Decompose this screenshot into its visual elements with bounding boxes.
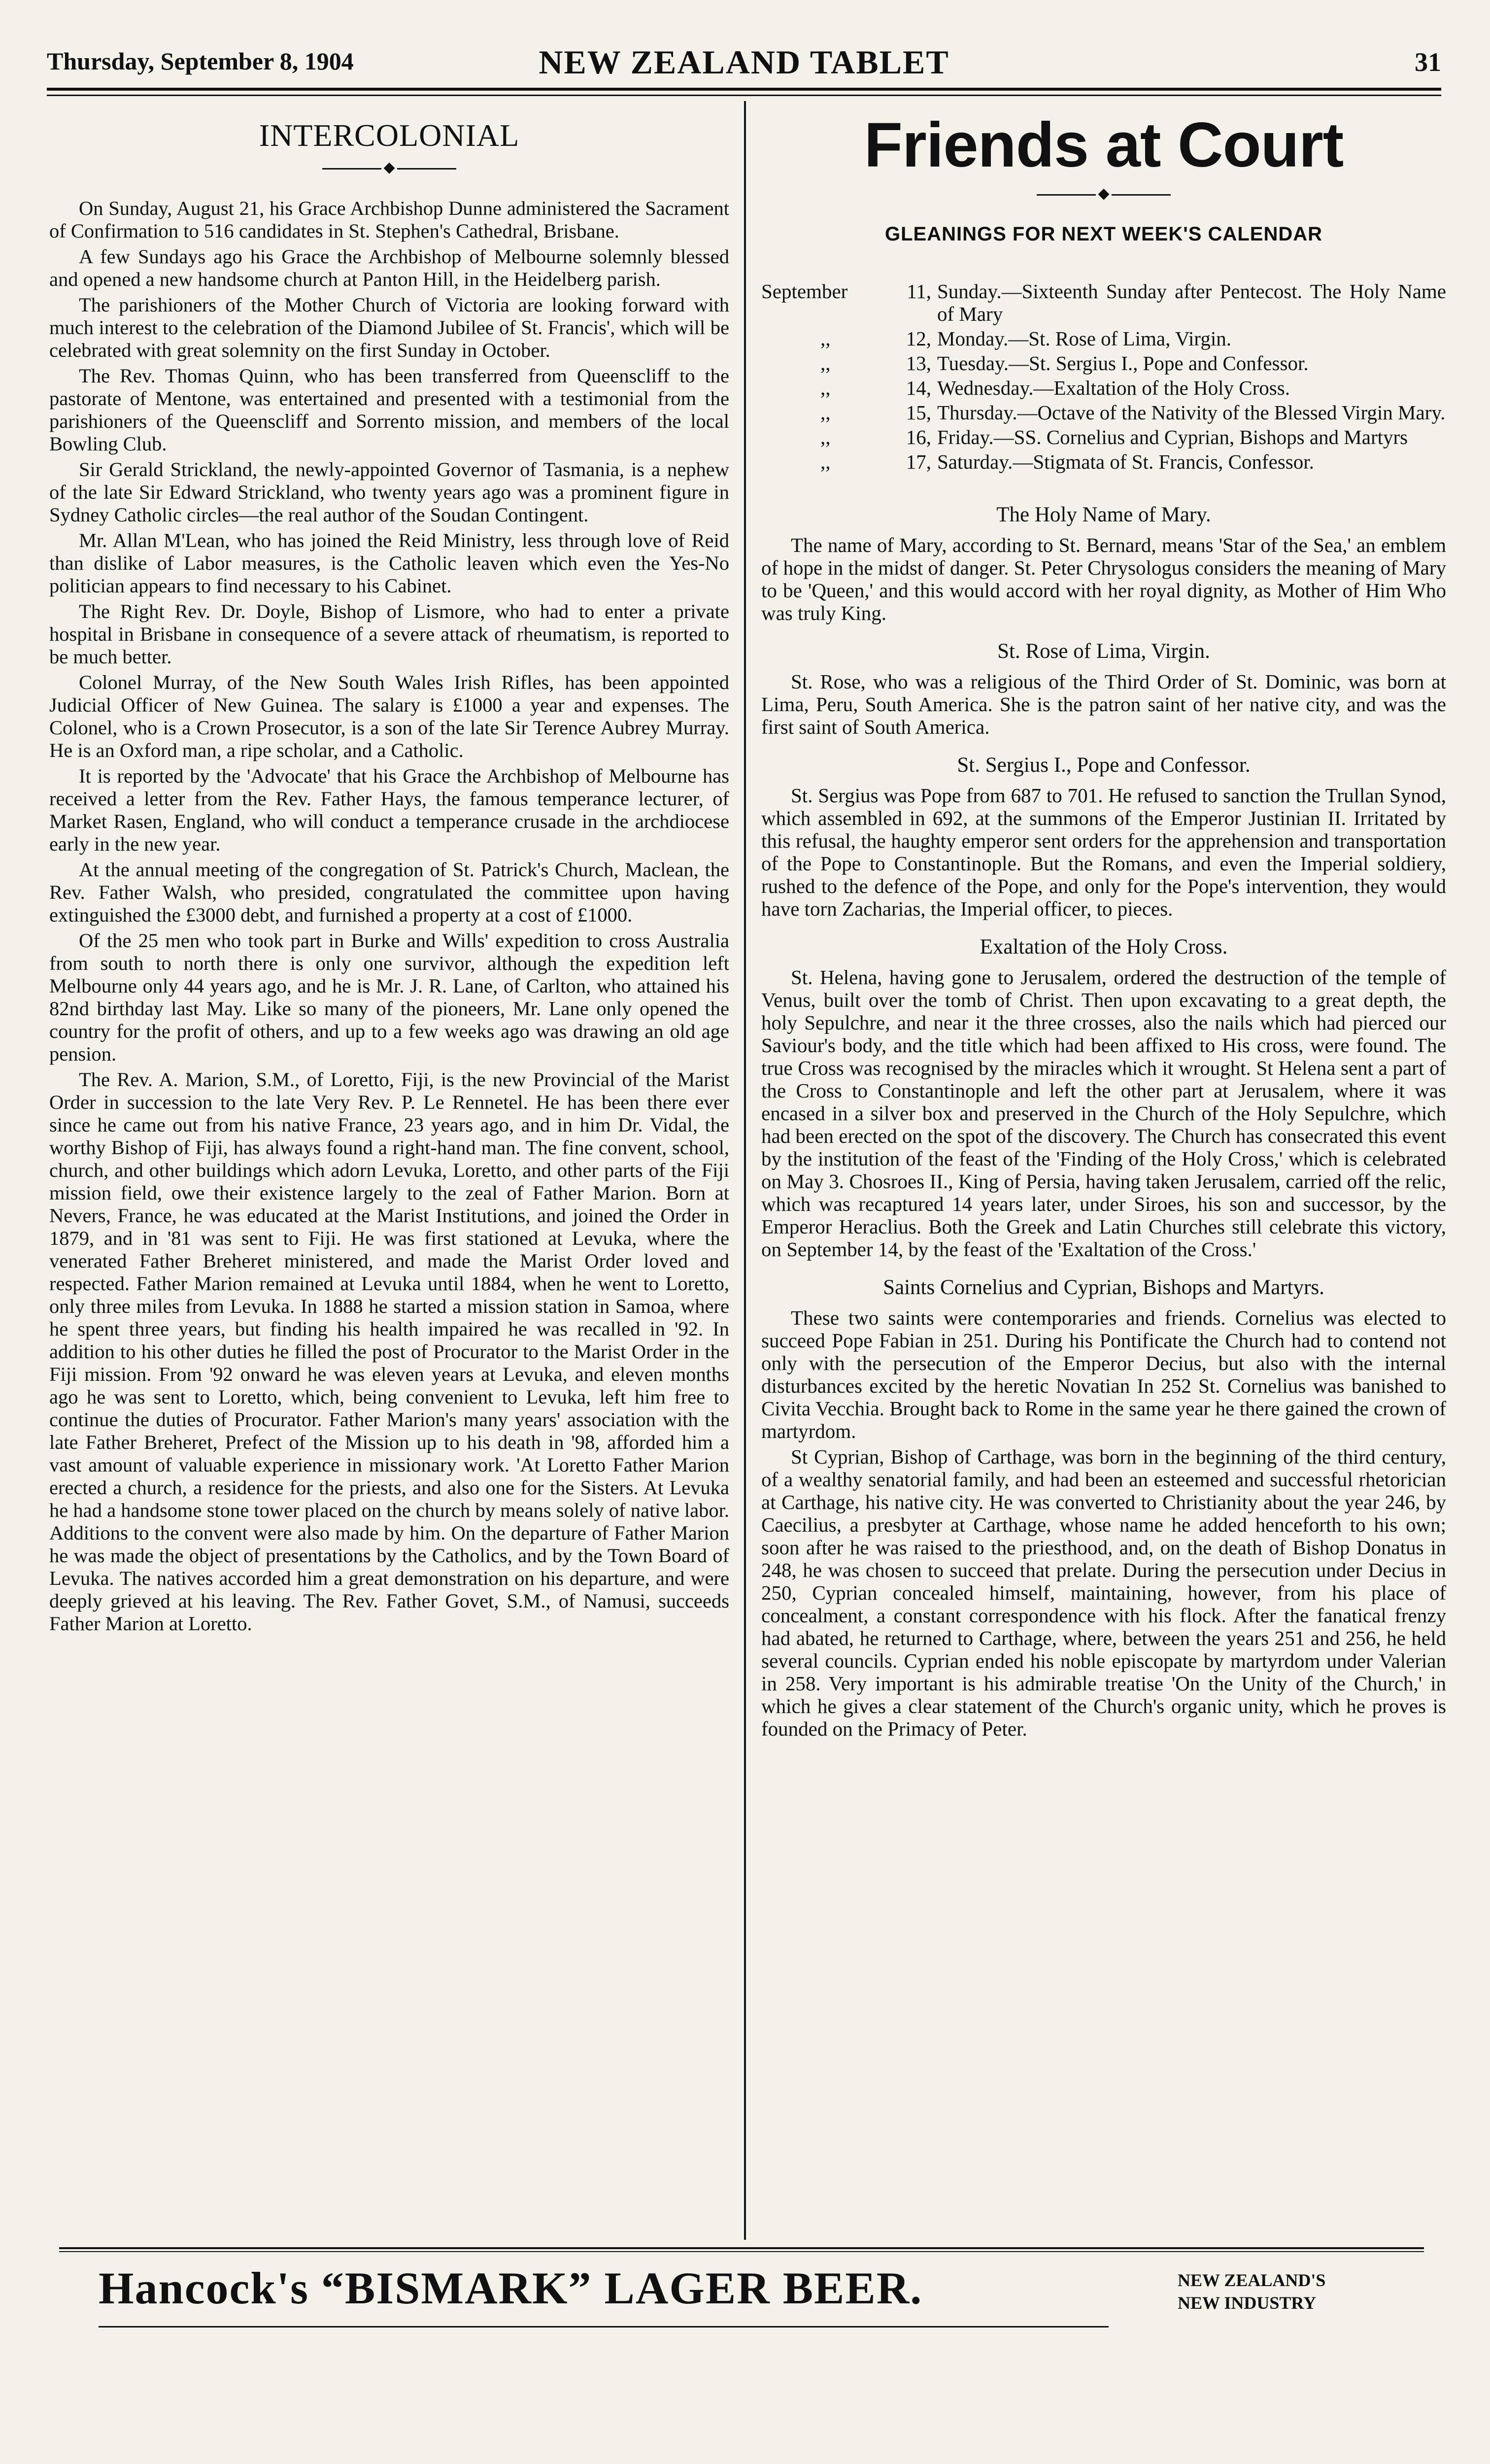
calendar-date: 11,	[907, 280, 931, 303]
calendar-feast: Wednesday.—Exaltation of the Holy Cross.	[937, 376, 1290, 399]
news-paragraph: At the annual meeting of the congregation of St. Patrick's Church, Maclean, the Rev. Father Walsh, who presided, congratulated the committee upon having extinguished the £3000 debt, and furnished a property at a cost of £1000.	[49, 858, 729, 926]
ditto-mark: ,,	[820, 352, 831, 375]
calendar-entry	[761, 426, 1446, 448]
calendar-date: 12,	[906, 327, 931, 350]
news-paragraph: A few Sundays ago his Grace the Archbishop of Melbourne solemnly blessed and opened a new handsome church at Panton Hill, in the Heidelberg parish.	[49, 245, 729, 290]
section-paragraph: St. Rose, who was a religious of the Third Order of St. Dominic, was born at Lima, Peru, South America. She is the patron saint of her native city, and was the first saint of South America.	[761, 670, 1446, 738]
section-title: St. Rose of Lima, Virgin.	[997, 640, 1210, 663]
calendar-feast: Thursday.—Octave of the Nativity of the Blessed Virgin Mary.	[937, 401, 1446, 424]
calendar-date: 16,	[906, 426, 931, 448]
diamond-rule-ornament: ◆	[761, 184, 1446, 204]
publication-title: NEW ZEALAND TABLET	[539, 43, 949, 81]
section-paragraph: The name of Mary, according to St. Bernard, means 'Star of the Sea,' an emblem of hope in the midst of danger. St. Peter Chrysologus considers the meaning of Mary to be 'Queen,' and this would accord with her royal dignity, as Mother of Him Who was truly King.	[761, 534, 1446, 624]
calendar-feast: Tuesday.—St. Sergius I., Pope and Confessor.	[937, 352, 1309, 375]
advertisement-tagline	[1178, 2269, 1325, 2314]
ditto-mark: ,,	[820, 327, 831, 350]
calendar-entry	[761, 401, 1446, 424]
tagline-line-2: NEW INDUSTRY	[1178, 2293, 1317, 2313]
friends-at-court-column	[761, 103, 1446, 1743]
calendar-date: 17,	[906, 450, 931, 473]
masthead	[47, 43, 1441, 89]
news-paragraph: The Rev. A. Marion, S.M., of Loretto, Fiji, is the new Provincial of the Marist Order in succession to the late Very Rev. P. Le Rennetel. He has been there ever since he came out from his native France, 23 years ago, and in him Dr. Vidal, the worthy Bishop of Fiji, has always found a right-hand man. The fine convent, school, church, and other buildings which adorn Levuka, Loretto, and other parts of the Fiji mission field, owe their existence largely to the zeal of Father Marion. Born at Nevers, France, he was educated at the Marist Institutions, and joined the Order in 1879, and in '81 was sent to Fiji. He was first stationed at Levuka, where the venerated Father Breheret ministered, and made the Marist Order loved and respected. Father Marion remained at Levuka until 1884, when he went to Loretto, only three miles from Levuka. In 1888 he started a mission station in Samoa, where he spent three years, but finding his health impaired he was recalled in '92. In addition to his other duties he filled the post of Procurator to the Marist Order in the Fiji mission. From '92 onward he was eleven years at Levuka, and eleven months ago he was sent to Loretto, which, being convenient to Levuka, left him free to continue the duties of Procurator. Father Marion's many years' association with the late Father Breheret, Prefect of the Mission up to his death in '98, afforded him a vast amount of valuable experience in missionary work. 'At Loretto Father Marion erected a church, a residence for the priests, and also one for the Sisters. At Levuka he had a handsome stone tower placed on the church by means solely of native labor. Additions to the convent were also made by him. On the departure of Father Marion he was made the object of presentations by the Catholics, and by the Town Board of Levuka. The natives accorded him a great demonstration on his departure, and were deeply grieved at his leaving. The Rev. Father Govet, S.M., of Namusi, succeeds Father Marion at Loretto.	[49, 1068, 729, 1635]
section-paragraph: These two saints were contemporaries and friends. Cornelius was elected to succeed Pope Fabian in 251. During his Pontificate the Church had to contend not only with the persecution of the Emperor Decius, but also with the internal disturbances excited by the heretic Novatian In 252 St. Cornelius was banished to Civita Vecchia. Brought back to Rome in the same year he there gained the crown of martyrdom.	[761, 1306, 1446, 1442]
friends-at-court-heading: Friends at Court	[864, 110, 1344, 180]
calendar-date: 14,	[906, 376, 931, 399]
ditto-mark: ,,	[820, 401, 831, 424]
calendar-entry	[761, 327, 1446, 350]
news-paragraph: Mr. Allan M'Lean, who has joined the Reid Ministry, less through love of Reid than dislike of Labor measures, is the Catholic leaven which even the Yes-No politician appears to find necessary to his Cabinet.	[49, 529, 729, 597]
news-paragraph: Of the 25 men who took part in Burke and Wills' expedition to cross Australia from south to north there is only one survivor, although the expedition left Melbourne only 44 years ago, and he is Mr. J. R. Lane, of Carlton, who attained his 82nd birthday last May. Like so many of the pioneers, Mr. Lane only opened the country for the profit of others, and up to a few weeks ago was drawing an old age pension.	[49, 929, 729, 1065]
section-title: St. Sergius I., Pope and Confessor.	[957, 753, 1251, 777]
issue-date: Thursday, September 8, 1904	[47, 47, 354, 75]
column-divider	[744, 101, 746, 2240]
section-paragraph: St Cyprian, Bishop of Carthage, was born in the beginning of the third century, of a wealthy senatorial family, and had been an esteemed and successful rhetorician at Carthage, his native city. He was converted to Christianity about the year 246, by Caecilius, a presbyter at Carthage, whose name he added henceforth to his own; soon after he was raised to the priesthood, and, on the death of Bishop Donatus in 248, he was chosen to succeed that prelate. During the persecution under Decius in 250, Cyprian concealed himself, maintaining, however, from his place of concealment, a constant correspondence with his flock. After the fanatical frenzy had abated, he returned to Carthage, where, between the years 251 and 256, he held several councils. Cyprian ended his noble episcopate by martyrdom under Valerian in 258. Very important is his admirable treatise 'On the Unity of the Church,' in which he gives a clear statement of the Church's organic unity, which he proves is founded on the Primacy of Peter.	[761, 1445, 1446, 1740]
calendar-entry	[761, 352, 1446, 375]
beer-advertisement	[99, 2262, 1429, 2351]
news-paragraph: Colonel Murray, of the New South Wales Irish Rifles, has been appointed Judicial Officer of New Guinea. The salary is £1000 a year and expenses. The Colonel, who is a Crown Prosecutor, is a son of the late Sir Terence Aubrey Murray. He is an Oxford man, a ripe scholar, and a Catholic.	[49, 671, 729, 761]
advertisement-rule-thin	[59, 2251, 1424, 2252]
section-paragraph: St. Helena, having gone to Jerusalem, ordered the destruction of the temple of Venus, built over the tomb of Christ. Then upon excavating to a great depth, the holy Sepulchre, and near it the three crosses, also the nails which had pierced our Saviour's body, and the title which had been affixed to His cross, were found. The true Cross was recognised by the miracles which it wrought. St Helena sent a part of the Cross to Constantinople and left the other part at Jerusalem, where it was encased in a silver box and preserved in the Church of the Holy Sepulchre, which had been erected on the spot of the discovery. The Church has consecrated this event by the institution of the feast of the 'Finding of the Holy Cross,' which is celebrated on May 3. Chosroes II., King of Persia, having taken Jerusalem, carried off the relic, which was recaptured 14 years later, under Siroes, his son and successor, by the Emperor Heraclius. Both the Greek and Latin Churches still celebrate this victory, on September 14, by the feast of the 'Exaltation of the Cross.'	[761, 966, 1446, 1261]
calendar-feast: Saturday.—Stigmata of St. Francis, Confessor.	[937, 450, 1314, 473]
news-paragraph: The Right Rev. Dr. Doyle, Bishop of Lismore, who had to enter a private hospital in Brisbane in consequence of a severe attack of rheumatism, is reported to be much better.	[49, 600, 729, 668]
advertisement-rule	[59, 2247, 1424, 2249]
calendar-subheading: GLEANINGS FOR NEXT WEEK'S CALENDAR	[885, 223, 1322, 245]
page-number: 31	[1415, 47, 1441, 77]
ditto-mark: ,,	[820, 376, 831, 399]
section-title: Saints Cornelius and Cyprian, Bishops and Martyrs.	[883, 1276, 1324, 1299]
ditto-mark: ,,	[820, 426, 831, 448]
advertisement-headline: Hancock's “BISMARK” LAGER BEER.	[99, 2263, 923, 2313]
news-paragraph: The Rev. Thomas Quinn, who has been transferred from Queenscliff to the pastorate of Mentone, was entertained and presented with a testimonial from the parishioners of the Queenscliff and Sorrento mission, and members of the local Bowling Club.	[49, 365, 729, 455]
section-title: Exaltation of the Holy Cross.	[980, 935, 1228, 958]
calendar-entry	[761, 376, 1446, 399]
calendar-month: September	[761, 280, 848, 303]
calendar-entry	[761, 450, 1446, 473]
feast-calendar	[761, 280, 1446, 473]
news-paragraph: On Sunday, August 21, his Grace Archbishop Dunne administered the Sacrament of Confirmation to 516 candidates in St. Stephen's Cathedral, Brisbane.	[49, 197, 729, 242]
calendar-feast: Sunday.—Sixteenth Sunday after Pentecost. The Holy Name of Mary	[937, 280, 1446, 325]
masthead-rule-thin	[47, 95, 1441, 96]
intercolonial-column	[49, 103, 729, 1638]
calendar-feast: Monday.—St. Rose of Lima, Virgin.	[937, 327, 1231, 350]
tagline-line-1: NEW ZEALAND'S	[1178, 2270, 1326, 2290]
advertisement-underline	[99, 2326, 1109, 2327]
ditto-mark: ,,	[820, 450, 831, 473]
intercolonial-heading: INTERCOLONIAL	[259, 118, 520, 153]
section-paragraph: St. Sergius was Pope from 687 to 701. He refused to sanction the Trullan Synod, which assembled in 692, at the summons of the Emperor Justinian II. Irritated by this refusal, the haughty emperor sent orders for the apprehension and transportation of the Pope to Constantinople. But the Romans, and even the Imperial soldiery, rushed to the defence of the Pope, and only for the Pope's intervention, they would have torn Zacharias, the Imperial officer, to pieces.	[761, 784, 1446, 920]
calendar-date: 15,	[906, 401, 931, 424]
calendar-entry	[761, 280, 1446, 325]
section-title: The Holy Name of Mary.	[996, 503, 1211, 526]
diamond-rule-ornament: ◆	[49, 158, 729, 177]
masthead-rule	[47, 88, 1441, 91]
news-paragraph: It is reported by the 'Advocate' that his Grace the Archbishop of Melbourne has received a letter from the Rev. Father Hays, the famous temperance lecturer, of Market Rasen, England, who will conduct a temperance crusade in the archdiocese early in the new year.	[49, 765, 729, 855]
calendar-date: 13,	[906, 352, 931, 375]
news-paragraph: Sir Gerald Strickland, the newly-appointed Governor of Tasmania, is a nephew of the late Sir Edward Strickland, who twenty years ago was a prominent figure in Sydney Catholic circles—the real author of the Soudan Contingent.	[49, 458, 729, 526]
news-paragraph: The parishioners of the Mother Church of Victoria are looking forward with much interest to the celebration of the Diamond Jubilee of St. Francis', which will be celebrated with great solemnity on the first Sunday in October.	[49, 294, 729, 361]
calendar-feast: Friday.—SS. Cornelius and Cyprian, Bishops and Martyrs	[937, 426, 1408, 448]
